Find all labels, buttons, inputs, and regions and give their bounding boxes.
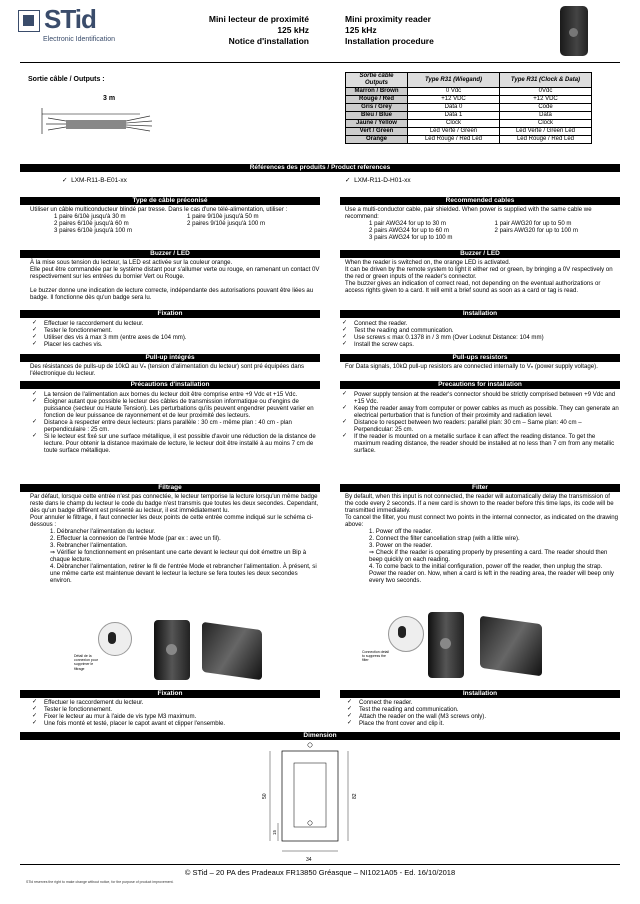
- table-row: Bleu / Blue Data 1 Data: [346, 112, 592, 120]
- filter-title-en: Filter: [340, 484, 620, 492]
- outputs-label: Sortie câble / Outputs :: [28, 76, 105, 83]
- fix1-title-fr: Fixation: [20, 310, 320, 318]
- refs-title: Références des produits / Product references: [20, 164, 620, 172]
- prec-en: ✓ Power supply tension at the reader's connector should be strictly comprised between +9 Vdc and +15 Vdc. ✓ Keep the reader away from computer or power cables as much as possible. They can generate an electrical perturbation that is function of their proximity and radiation level. ✓ Distance to respect between two readers: parallel plan: 30 cm – Same plan: 40 cm – Perpendicular: 25 cm. ✓ If the reader is mounted on a metallic surface it can affect the reading distance. To get the maximum reading distance, the reader should be installed at no less than 7 cm from any metallic surface.: [340, 391, 620, 454]
- pullup-title-fr: Pull-up intégrés: [20, 354, 320, 362]
- buzzer-title-en: Buzzer / LED: [340, 250, 620, 258]
- table-row: Marron / Brown 0 Vdc 0Vdc: [346, 88, 592, 96]
- reader-device-image: [560, 6, 588, 56]
- prec-title-en: Precautions for installation: [340, 381, 620, 389]
- pullup-en: For Data signals, 10kΩ pull-up resistors are connected internally to Vₙ (power supply voltage).: [345, 363, 598, 370]
- cable-en: Use a multi-conductor cable, pair shielded. When power is supplied with the same cable we recommend: 1 pair AWG24 for up to 30 m 1 pair AWG20 for up to 50 m 2 pairs AWG24 for up to 60 m 2 pairs AWG20 for up to 100 m 3 pairs AWG24 for up to 100 m: [345, 206, 592, 241]
- fix2-title-en: Installation: [340, 690, 620, 698]
- table-row: Rouge / Red +12 VDC +12 VDC: [346, 96, 592, 104]
- ref-b: ✓ LXM-R11-D-H01-xx: [345, 177, 411, 184]
- dimension-drawing: [260, 741, 380, 867]
- buzzer-fr: À la mise sous tension du lecteur, la LED est activée sur la couleur orange. Elle peut être commandée par le système distant pour s'allumer verte ou rouge, en ramenant un contact 0V respectivement sur les entrées du bornier Vert ou Rouge. Le buzzer donne une indication de lecture correcte, indépendante des autorisations pouvant être liées au badge. Il fonctionne dès qu'un badge sera lu.: [30, 259, 320, 301]
- divider: [20, 62, 620, 63]
- fix1-fr: ✓ Effectuer le raccordement du lecteur. ✓ Tester le fonctionnement. ✓ Utiliser des vis à max 3 mm (entre axes de 104 mm). ✓ Placer les caches vis.: [30, 320, 320, 348]
- table-row: Gris / Grey Data 0 Code: [346, 104, 592, 112]
- header-en: Mini proximity reader 125 kHz Installation procedure: [345, 14, 434, 47]
- outputs-table: Sortie câble Outputs Type R31 (Wiegand) Type R31 (Clock & Data) Marron / Brown 0 Vdc 0Vdc Rouge / Red +12 VDC +12 VDC Gris / Grey Data 0 Code Bleu / Blue Data 1 Data Jaune / Yellow Clock Clock Vert / Green Led Verte / Green Led Verte / Green Led Orange Led Rouge / Red Led Led Rouge / Red Led: [345, 72, 592, 144]
- table-row: Orange Led Rouge / Red Led Led Rouge / Red Led: [346, 136, 592, 144]
- buzzer-title-fr: Buzzer / LED: [20, 250, 320, 258]
- dimension-title: Dimension: [20, 732, 620, 740]
- cable-drawing: [40, 104, 160, 140]
- dim-w: 34: [306, 857, 312, 863]
- cable-title-en: Recommended cables: [340, 197, 620, 205]
- cable-title-fr: Type de câble préconisé: [20, 197, 320, 205]
- header-fr: Mini lecteur de proximité 125 kHz Notice d'installation: [208, 14, 309, 47]
- table-row: Jaune / Yellow Clock Clock: [346, 120, 592, 128]
- footer-divider: [20, 864, 620, 865]
- cable-fr: Utiliser un câble multiconducteur blindé par tresse. Dans le cas d'une télé-alimentation, utiliser : 1 paire 6/10è jusqu'à 30 m 1 paire 9/10è jusqu'à 50 m 2 paires 6/10è jusqu'à 60 m 2 paires 9/10è jusqu'à 100 m 3 paires 6/10è jusqu'à 100 m: [30, 206, 288, 234]
- dim-h3: 15: [272, 829, 277, 835]
- stid-logo: STid Electronic Identification: [18, 8, 138, 48]
- fix1-en: ✓ Connect the reader. ✓ Test the reading and communication. ✓ Use screws ≤ max 0.1378 in / 3 mm (Over Locknut Distance: 104 mm) ✓ Install the screw caps.: [340, 320, 620, 348]
- ref-a: ✓ LXM-R11-B-E01-xx: [62, 177, 127, 184]
- fix2-fr: ✓ Effectuer le raccordement du lecteur. ✓ Tester le fonctionnement. ✓ Fixer le lecteur au mur à l'aide de vis type M3 maximum. ✓ Une fois monté et testé, placer le capot avant et clipper l'ensemble.: [30, 699, 320, 727]
- filter-images-fr: [72, 620, 312, 682]
- footer: © STid – 20 PA des Pradeaux FR13850 Gréasque – NI1021A05 - Ed. 16/10/2018: [184, 868, 456, 877]
- buzzer-en: When the reader is switched on, the orange LED is activated. It can be driven by the remote system to light it either red or green, by bringing a 0V respectively on the red or green inputs of the reader's connector. The buzzer gives an indication of correct read, not depending on the eventual authorizations or access rights given to a card. It will emit a brief sound as soon as a card or tag is read.: [345, 259, 613, 294]
- dim-h: 82: [352, 793, 358, 799]
- filter-title-fr: Filtrage: [20, 484, 320, 492]
- pullup-fr: Des résistances de pulls-up de 10kΩ au Vₙ (tension d'alimentation du lecteur) sont pré équipées dans l'électronique du lecteur.: [30, 363, 305, 377]
- filter-en: By default, when this input is not connected, the reader will automatically delay the transmission of the code every 2 seconds. If a new card is shown to the reader before this time laps, its code will be transmitted immediately. To cancel the filter, you must connect two points in the internal connector, as indicated on the drawing above: 1. Power off the reader. 2. Connect the filter cancellation strap (with a little wire). 3. Power on the reader. ⇒ Check if the reader is operating properly by presenting a card. The reader should then beep quickly on each reading. 4. To come back to the initial configuration, power off the reader, then unplug the strap. Power the reader on. Now, when a card is left in the reading area, the reader will beep only every two seconds.: [345, 493, 619, 584]
- table-row: Vert / Green Led Verte / Green Led Verte / Green Led: [346, 128, 592, 136]
- filter-images-en: [360, 612, 590, 682]
- prec-fr: ✓ La tension de l'alimentation aux bornes du lecteur doit être comprise entre +9 Vdc et +15 Vdc. ✓ Éloigner autant que possible le lecteur des câbles de transmission informatique ou d'engins de puissance (secteur ou Haute Tension). Les perturbations qu'ils peuvent engendrer peuvent varier en fonction de leur puissance de rayonnement et de leur proximité des lecteurs. ✓ Distance à respecter entre deux lecteurs: plans parallèle : 30 cm - même plan : 40 cm - plan perpendiculaire : 25 cm. ✓ Si le lecteur est fixé sur une surface métallique, il est possible d'avoir une réduction de la distance de lecture. Pour obtenir la distance maximale de lecture, le lecteur doit être installé à au moins 7 cm de toute surface métallique.: [30, 391, 320, 454]
- dim-h2: 50: [262, 793, 268, 799]
- fix2-en: ✓ Connect the reader. ✓ Test the reading and communication. ✓ Attach the reader on the wall (M3 screws only). ✓ Place the front cover and clip it.: [345, 699, 620, 727]
- fix2-title-fr: Fixation: [20, 690, 320, 698]
- filter-caption-fr: Détail de la connexion pour supprimer le filtrage: [74, 654, 98, 671]
- pullup-title-en: Pull-ups resistors: [340, 354, 620, 362]
- prec-title-fr: Précautions d'installation: [20, 381, 320, 389]
- filter-fr: Par défaut, lorsque cette entrée n'est pas connectée, le lecteur temporise la lecture lorsqu'un même badge reste dans le champ du lecteur le code du badge n'est transmis que toutes les deux secondes. Cependant, dès qu'un badge différent est présenté au lecteur, il est immédiatement lu. Pour annuler le filtrage, il faut connecter les deux points de cette entrée comme indiqué sur le schéma ci-dessous : 1. Débrancher l'alimentation du lecteur. 2. Effectuer la connexion de l'entrée Mode (par ex : avec un fil). 3. Rebrancher l'alimentation. ⇒ Vérifier le fonctionnement en présentant une carte devant le lecteur qui doit émettre un Bip à chaque lecture. 4. Débrancher l'alimentation, retirer le fil de l'entrée Mode et rebrancher l'alimentation. À présent, si une même carte est maintenue devant le lecteur la lecture se fera toutes les deux secondes environ.: [30, 493, 319, 584]
- fix1-title-en: Installation: [340, 310, 620, 318]
- cable-length: 3 m: [103, 95, 116, 102]
- fine-print: STid reserves the right to make change without notice, for the purpose of product improvement.: [26, 880, 174, 884]
- filter-caption-en: Connection detail to suppress the filter: [362, 650, 390, 663]
